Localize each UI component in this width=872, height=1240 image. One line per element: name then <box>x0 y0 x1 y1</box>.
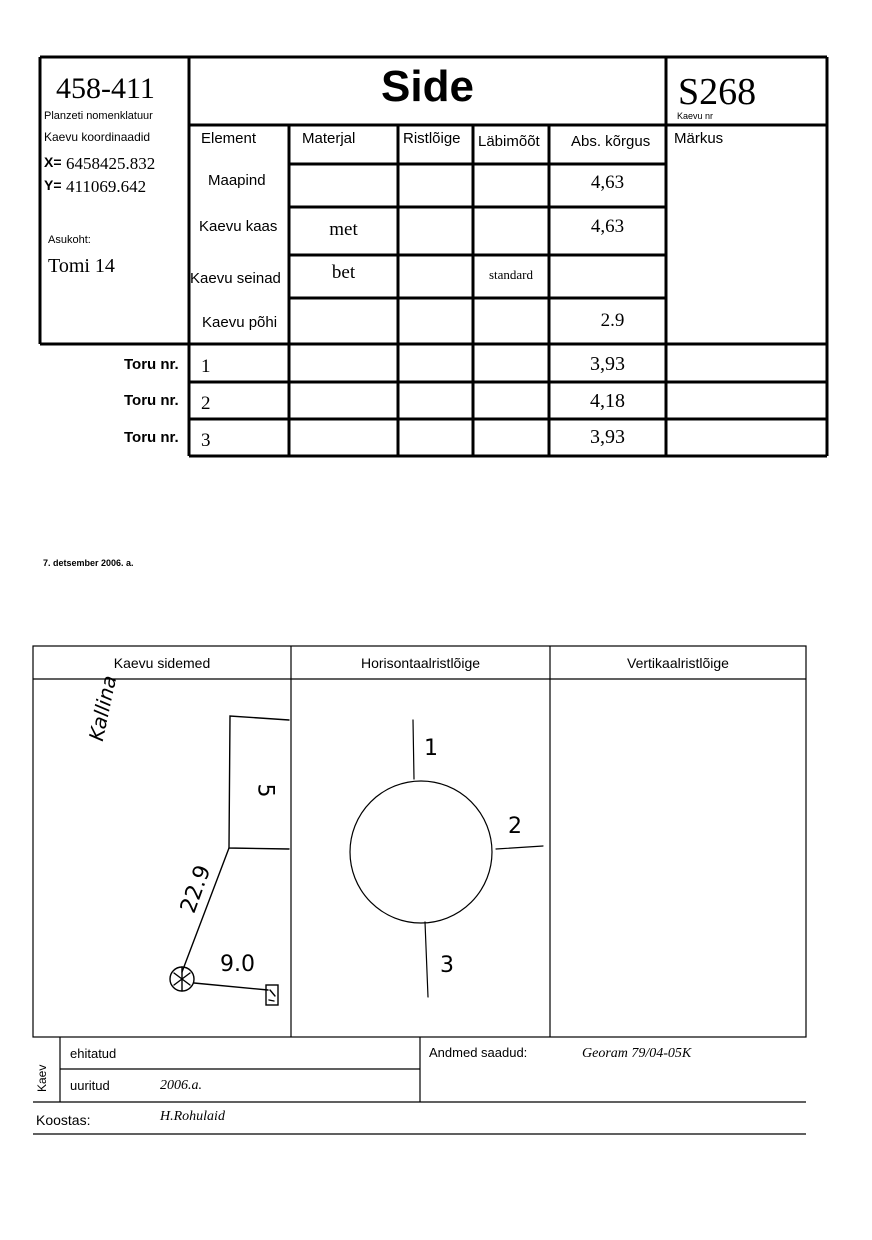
header-material: Materjal <box>302 130 356 147</box>
pipe-abs-height: 4,18 <box>590 390 625 412</box>
header-diameter: Läbimõõt <box>478 133 540 150</box>
distance-label-b: 22.9 <box>176 861 217 917</box>
header-cross-section: Ristlõige <box>403 130 461 147</box>
page-title: Side <box>381 62 474 111</box>
header-connections: Kaevu sidemed <box>113 655 211 671</box>
header-notes: Märkus <box>674 130 724 147</box>
pipe-label: Toru nr. <box>124 356 179 373</box>
abs-height-cell: 2.9 <box>600 310 625 331</box>
abs-height-cell: 4,63 <box>590 216 625 237</box>
diameter-cell: standard <box>488 267 534 282</box>
plan-sheet-number: 458-411 <box>56 72 155 105</box>
well-number-caption: Kaevu nr <box>677 111 714 121</box>
data-source-label: Andmed saadud: <box>429 1045 528 1060</box>
element-cell: Kaevu põhi <box>202 314 278 331</box>
coordinates-label: Kaevu koordinaadid <box>44 130 151 144</box>
pipe-number: 2 <box>201 393 211 414</box>
header-abs-height: Abs. kõrgus <box>571 133 651 150</box>
street-note: Kallina <box>84 673 122 743</box>
plan-sheet-caption: Planzeti nomenklatuur <box>44 110 153 122</box>
pipe-label: Toru nr. <box>124 392 179 409</box>
pipe-number: 3 <box>201 430 211 451</box>
surveyed-label: uuritud <box>70 1078 110 1093</box>
header-vertical-section: Vertikaalristlõige <box>627 655 729 671</box>
pipe-abs-height: 3,93 <box>590 353 625 375</box>
pipe-abs-height: 3,93 <box>590 426 625 448</box>
distance-label-c: 9.0 <box>220 952 255 977</box>
abs-height-cell: 4,63 <box>590 172 625 193</box>
pipe-label: Toru nr. <box>124 429 179 446</box>
header-horizontal-section: Horisontaalristlõige <box>360 655 481 671</box>
compiled-value: H.Rohulaid <box>160 1109 225 1124</box>
header-element: Element <box>201 130 257 147</box>
y-label: Y= <box>44 177 62 193</box>
x-coordinate: 6458425.832 <box>66 154 156 173</box>
material-cell: bet <box>331 262 356 283</box>
surveyed-value: 2006.a. <box>160 1078 202 1093</box>
pipe-number: 1 <box>201 356 211 377</box>
well-number: S268 <box>678 71 757 113</box>
element-cell: Maapind <box>208 172 266 189</box>
element-cell: Kaevu seinad <box>190 270 281 287</box>
side-label: Kaev <box>35 1064 49 1092</box>
compiled-label: Koostas: <box>36 1112 91 1128</box>
location-value: Tomi 14 <box>48 255 115 277</box>
data-source-value: Georam 79/04-05K <box>582 1046 692 1061</box>
built-label: ehitatud <box>70 1046 117 1061</box>
material-cell: met <box>329 219 358 240</box>
y-coordinate: 411069.642 <box>66 177 147 196</box>
element-cell: Kaevu kaas <box>199 218 278 235</box>
location-label: Asukoht: <box>48 234 91 246</box>
distance-label-a: 5 <box>252 783 278 798</box>
pipe-mark-3: 3 <box>440 953 454 978</box>
pipe-mark-2: 2 <box>508 814 522 839</box>
document-date: 7. detsember 2006. a. <box>43 558 134 568</box>
x-label: X= <box>44 154 62 170</box>
pipe-mark-1: 1 <box>424 736 438 761</box>
